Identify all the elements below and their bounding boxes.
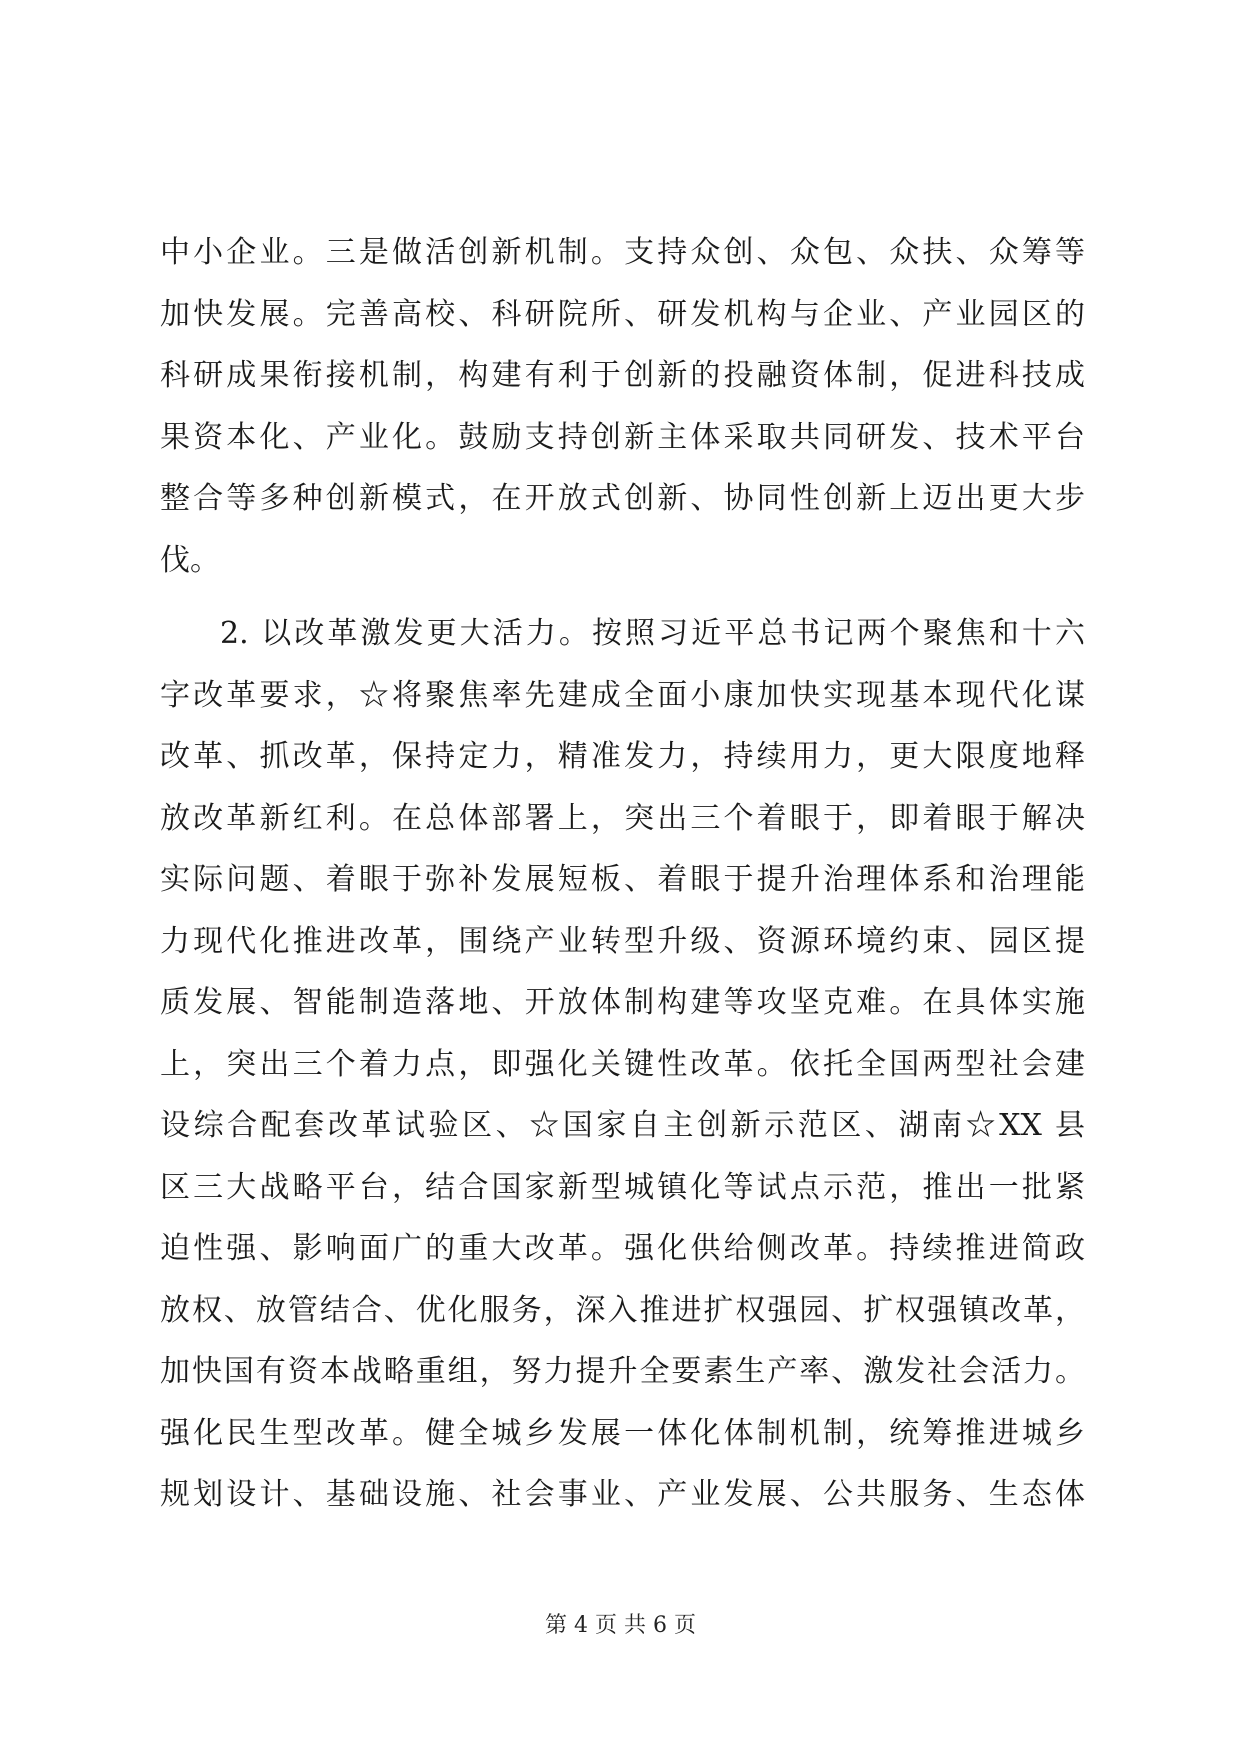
text-line: 质发展、智能制造落地、开放体制构建等攻坚克难。在具体实施 (160, 985, 1085, 1020)
text-line: 加快国有资本战略重组，努力提升全要素生产率、激发社会活力。 (160, 1354, 1085, 1389)
document-body (160, 222, 1085, 1526)
text-line: 规划设计、基础设施、社会事业、产业发展、公共服务、生态体 (160, 1477, 1085, 1512)
text-line: 上，突出三个着力点，即强化关键性改革。依托全国两型社会建 (160, 1046, 1085, 1082)
text-line: 迫性强、影响面广的重大改革。强化供给侧改革。持续推进简政 (160, 1231, 1085, 1266)
text-line: 果资本化、产业化。鼓励支持创新主体采取共同研发、技术平台 (160, 419, 1085, 455)
text-line: 整合等多种创新模式，在开放式创新、协同性创新上迈出更大步 (160, 481, 1085, 516)
text-line: 放权、放管结合、优化服务，深入推进扩权强园、扩权强镇改革， (160, 1292, 1085, 1328)
text-line: 加快发展。完善高校、科研院所、研发机构与企业、产业园区的 (160, 296, 1085, 332)
text-line: 科研成果衔接机制，构建有利于创新的投融资体制，促进科技成 (160, 358, 1085, 393)
text-line: 放改革新红利。在总体部署上，突出三个着眼于，即着眼于解决 (160, 800, 1085, 836)
text-line: 实际问题、着眼于弥补发展短板、着眼于提升治理体系和治理能 (160, 862, 1085, 897)
text-line: 中小企业。三是做活创新机制。支持众创、众包、众扶、众筹等 (160, 235, 1085, 270)
paragraph-1 (160, 222, 1085, 591)
page-number-footer: 第 4 页 共 6 页 (545, 1613, 696, 1638)
text-line: 区三大战略平台，结合国家新型城镇化等试点示范，推出一批紧 (160, 1169, 1085, 1205)
text-line: 2. 以改革激发更大活力。按照习近平总书记两个聚焦和十六 (220, 616, 1085, 651)
text-line: 力现代化推进改革，围绕产业转型升级、资源环境约束、园区提 (160, 923, 1085, 959)
text-line: 强化民生型改革。健全城乡发展一体化体制机制，统筹推进城乡 (160, 1415, 1085, 1451)
paragraph-2 (160, 603, 1085, 1526)
paragraph-gap (160, 591, 1085, 603)
text-line: 改革、抓改革，保持定力，精准发力，持续用力，更大限度地释 (160, 739, 1085, 774)
text-line: 字改革要求，☆将聚焦率先建成全面小康加快实现基本现代化谋 (160, 677, 1085, 713)
text-line: 伐。 (160, 542, 220, 578)
text-line: 设综合配套改革试验区、☆国家自主创新示范区、湖南☆XX 县 (160, 1108, 1085, 1143)
